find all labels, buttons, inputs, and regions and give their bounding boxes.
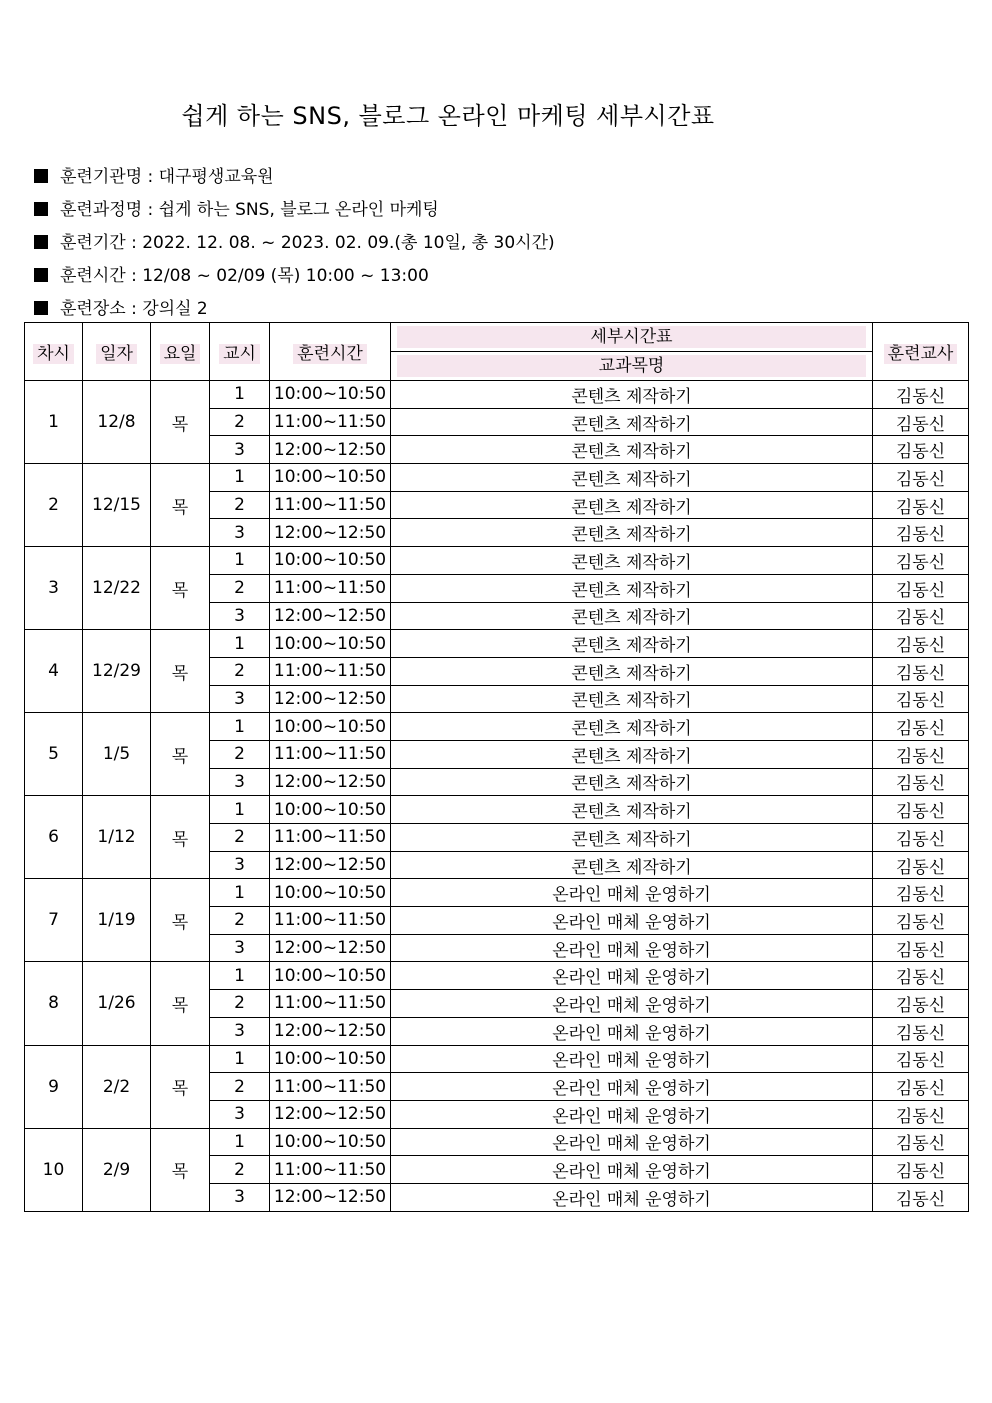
period-cell: 2 [210, 990, 270, 1018]
teacher-cell: 김동신 [873, 990, 969, 1018]
session-date: 12/22 [83, 547, 151, 630]
session-day: 목 [151, 1128, 210, 1211]
time-cell: 12:00~12:50 [270, 685, 391, 713]
header-detail-schedule: 세부시간표 [391, 323, 873, 352]
session-number: 7 [25, 879, 83, 962]
session-number: 5 [25, 713, 83, 796]
period-cell: 1 [210, 879, 270, 907]
period-cell: 1 [210, 1128, 270, 1156]
session-day: 목 [151, 879, 210, 962]
schedule-body [25, 381, 969, 1212]
time-cell: 12:00~12:50 [270, 1017, 391, 1045]
teacher-cell: 김동신 [873, 1128, 969, 1156]
session-day: 목 [151, 796, 210, 879]
subject-cell: 콘텐츠 제작하기 [391, 657, 873, 685]
session-day: 목 [151, 630, 210, 713]
time-cell: 12:00~12:50 [270, 851, 391, 879]
time-cell: 11:00~11:50 [270, 491, 391, 519]
teacher-cell: 김동신 [873, 1183, 969, 1211]
table-row [25, 464, 969, 492]
session-number: 6 [25, 796, 83, 879]
session-day: 목 [151, 381, 210, 464]
subject-cell: 온라인 매체 운영하기 [391, 990, 873, 1018]
session-date: 2/9 [83, 1128, 151, 1211]
teacher-cell: 김동신 [873, 602, 969, 630]
teacher-cell: 김동신 [873, 1073, 969, 1101]
period-cell: 2 [210, 657, 270, 685]
subject-cell: 콘텐츠 제작하기 [391, 436, 873, 464]
teacher-cell: 김동신 [873, 824, 969, 852]
teacher-cell: 김동신 [873, 713, 969, 741]
teacher-cell: 김동신 [873, 796, 969, 824]
header-day: 요일 [151, 323, 210, 381]
session-number: 9 [25, 1045, 83, 1128]
teacher-cell: 김동신 [873, 657, 969, 685]
subject-cell: 콘텐츠 제작하기 [391, 519, 873, 547]
teacher-cell: 김동신 [873, 1156, 969, 1184]
info-text: 훈련기관명 : 대구평생교육원 [60, 167, 274, 187]
time-cell: 10:00~10:50 [270, 796, 391, 824]
subject-cell: 콘텐츠 제작하기 [391, 796, 873, 824]
teacher-cell: 김동신 [873, 1100, 969, 1128]
square-bullet-icon [34, 268, 48, 282]
subject-cell: 콘텐츠 제작하기 [391, 685, 873, 713]
period-cell: 3 [210, 934, 270, 962]
time-cell: 10:00~10:50 [270, 464, 391, 492]
info-text: 훈련과정명 : 쉽게 하는 SNS, 블로그 온라인 마케팅 [60, 200, 439, 220]
time-cell: 11:00~11:50 [270, 574, 391, 602]
period-cell: 2 [210, 1073, 270, 1101]
period-cell: 3 [210, 1100, 270, 1128]
info-line-period [34, 228, 555, 261]
teacher-cell: 김동신 [873, 630, 969, 658]
subject-cell: 콘텐츠 제작하기 [391, 851, 873, 879]
table-row [25, 381, 969, 409]
time-cell: 10:00~10:50 [270, 381, 391, 409]
time-cell: 10:00~10:50 [270, 630, 391, 658]
time-cell: 10:00~10:50 [270, 962, 391, 990]
subject-cell: 콘텐츠 제작하기 [391, 824, 873, 852]
session-date: 1/19 [83, 879, 151, 962]
teacher-cell: 김동신 [873, 934, 969, 962]
subject-cell: 온라인 매체 운영하기 [391, 934, 873, 962]
subject-cell: 온라인 매체 운영하기 [391, 1183, 873, 1211]
header-period: 교시 [210, 323, 270, 381]
period-cell: 2 [210, 824, 270, 852]
period-cell: 1 [210, 381, 270, 409]
period-cell: 2 [210, 1156, 270, 1184]
header-date: 일자 [83, 323, 151, 381]
period-cell: 1 [210, 630, 270, 658]
subject-cell: 온라인 매체 운영하기 [391, 1100, 873, 1128]
header-subject: 교과목명 [391, 352, 873, 381]
session-day: 목 [151, 713, 210, 796]
teacher-cell: 김동신 [873, 740, 969, 768]
time-cell: 12:00~12:50 [270, 1100, 391, 1128]
teacher-cell: 김동신 [873, 381, 969, 409]
period-cell: 1 [210, 962, 270, 990]
period-cell: 3 [210, 685, 270, 713]
session-number: 10 [25, 1128, 83, 1211]
table-row [25, 1128, 969, 1156]
subject-cell: 콘텐츠 제작하기 [391, 574, 873, 602]
subject-cell: 온라인 매체 운영하기 [391, 907, 873, 935]
subject-cell: 온라인 매체 운영하기 [391, 1045, 873, 1073]
square-bullet-icon [34, 235, 48, 249]
period-cell: 3 [210, 436, 270, 464]
table-row [25, 796, 969, 824]
table-row [25, 713, 969, 741]
session-day: 목 [151, 547, 210, 630]
period-cell: 3 [210, 1017, 270, 1045]
session-number: 3 [25, 547, 83, 630]
period-cell: 2 [210, 491, 270, 519]
time-cell: 10:00~10:50 [270, 879, 391, 907]
time-cell: 11:00~11:50 [270, 824, 391, 852]
session-day: 목 [151, 1045, 210, 1128]
session-number: 1 [25, 381, 83, 464]
period-cell: 2 [210, 408, 270, 436]
info-line-hours [34, 261, 555, 294]
time-cell: 12:00~12:50 [270, 519, 391, 547]
period-cell: 2 [210, 740, 270, 768]
subject-cell: 콘텐츠 제작하기 [391, 408, 873, 436]
teacher-cell: 김동신 [873, 436, 969, 464]
time-cell: 11:00~11:50 [270, 657, 391, 685]
teacher-cell: 김동신 [873, 907, 969, 935]
document-title: 쉽게 하는 SNS, 블로그 온라인 마케팅 세부시간표 [181, 102, 715, 130]
time-cell: 10:00~10:50 [270, 547, 391, 575]
time-cell: 12:00~12:50 [270, 934, 391, 962]
info-text: 훈련기간 : 2022. 12. 08. ~ 2023. 02. 09.(총 10일, 총 30시간) [60, 233, 555, 253]
period-cell: 2 [210, 907, 270, 935]
subject-cell: 콘텐츠 제작하기 [391, 768, 873, 796]
table-row [25, 879, 969, 907]
teacher-cell: 김동신 [873, 879, 969, 907]
table-row [25, 547, 969, 575]
table-row [25, 962, 969, 990]
period-cell: 3 [210, 602, 270, 630]
square-bullet-icon [34, 202, 48, 216]
subject-cell: 콘텐츠 제작하기 [391, 464, 873, 492]
subject-cell: 온라인 매체 운영하기 [391, 1128, 873, 1156]
header-teacher: 훈련교사 [873, 323, 969, 381]
session-date: 2/2 [83, 1045, 151, 1128]
subject-cell: 콘텐츠 제작하기 [391, 602, 873, 630]
teacher-cell: 김동신 [873, 851, 969, 879]
session-number: 4 [25, 630, 83, 713]
subject-cell: 콘텐츠 제작하기 [391, 740, 873, 768]
time-cell: 12:00~12:50 [270, 1183, 391, 1211]
session-day: 목 [151, 962, 210, 1045]
teacher-cell: 김동신 [873, 464, 969, 492]
subject-cell: 콘텐츠 제작하기 [391, 630, 873, 658]
table-row [25, 630, 969, 658]
time-cell: 11:00~11:50 [270, 1156, 391, 1184]
period-cell: 3 [210, 768, 270, 796]
session-date: 12/8 [83, 381, 151, 464]
session-date: 1/5 [83, 713, 151, 796]
session-day: 목 [151, 464, 210, 547]
time-cell: 11:00~11:50 [270, 408, 391, 436]
subject-cell: 콘텐츠 제작하기 [391, 491, 873, 519]
subject-cell: 온라인 매체 운영하기 [391, 1017, 873, 1045]
period-cell: 3 [210, 1183, 270, 1211]
session-number: 2 [25, 464, 83, 547]
teacher-cell: 김동신 [873, 547, 969, 575]
teacher-cell: 김동신 [873, 519, 969, 547]
period-cell: 1 [210, 713, 270, 741]
session-date: 1/26 [83, 962, 151, 1045]
subject-cell: 온라인 매체 운영하기 [391, 962, 873, 990]
info-text: 훈련장소 : 강의실 2 [60, 299, 208, 319]
period-cell: 1 [210, 796, 270, 824]
info-text: 훈련시간 : 12/08 ~ 02/09 (목) 10:00 ~ 13:00 [60, 266, 429, 286]
period-cell: 1 [210, 547, 270, 575]
period-cell: 3 [210, 519, 270, 547]
teacher-cell: 김동신 [873, 768, 969, 796]
subject-cell: 콘텐츠 제작하기 [391, 547, 873, 575]
subject-cell: 온라인 매체 운영하기 [391, 879, 873, 907]
teacher-cell: 김동신 [873, 491, 969, 519]
teacher-cell: 김동신 [873, 962, 969, 990]
period-cell: 3 [210, 851, 270, 879]
time-cell: 10:00~10:50 [270, 1045, 391, 1073]
period-cell: 1 [210, 1045, 270, 1073]
period-cell: 1 [210, 464, 270, 492]
square-bullet-icon [34, 169, 48, 183]
info-line-course [34, 195, 555, 228]
time-cell: 11:00~11:50 [270, 990, 391, 1018]
session-date: 12/15 [83, 464, 151, 547]
subject-cell: 온라인 매체 운영하기 [391, 1073, 873, 1101]
time-cell: 11:00~11:50 [270, 740, 391, 768]
time-cell: 10:00~10:50 [270, 1128, 391, 1156]
teacher-cell: 김동신 [873, 685, 969, 713]
time-cell: 11:00~11:50 [270, 1073, 391, 1101]
header-session: 차시 [25, 323, 83, 381]
time-cell: 12:00~12:50 [270, 436, 391, 464]
time-cell: 10:00~10:50 [270, 713, 391, 741]
course-info [34, 162, 555, 327]
session-date: 12/29 [83, 630, 151, 713]
schedule-table [24, 322, 969, 1212]
teacher-cell: 김동신 [873, 1017, 969, 1045]
period-cell: 2 [210, 574, 270, 602]
subject-cell: 콘텐츠 제작하기 [391, 713, 873, 741]
header-time: 훈련시간 [270, 323, 391, 381]
square-bullet-icon [34, 301, 48, 315]
session-date: 1/12 [83, 796, 151, 879]
teacher-cell: 김동신 [873, 574, 969, 602]
time-cell: 11:00~11:50 [270, 907, 391, 935]
time-cell: 12:00~12:50 [270, 602, 391, 630]
subject-cell: 콘텐츠 제작하기 [391, 381, 873, 409]
info-line-institution [34, 162, 555, 195]
subject-cell: 온라인 매체 운영하기 [391, 1156, 873, 1184]
table-row [25, 1045, 969, 1073]
teacher-cell: 김동신 [873, 1045, 969, 1073]
teacher-cell: 김동신 [873, 408, 969, 436]
time-cell: 12:00~12:50 [270, 768, 391, 796]
session-number: 8 [25, 962, 83, 1045]
